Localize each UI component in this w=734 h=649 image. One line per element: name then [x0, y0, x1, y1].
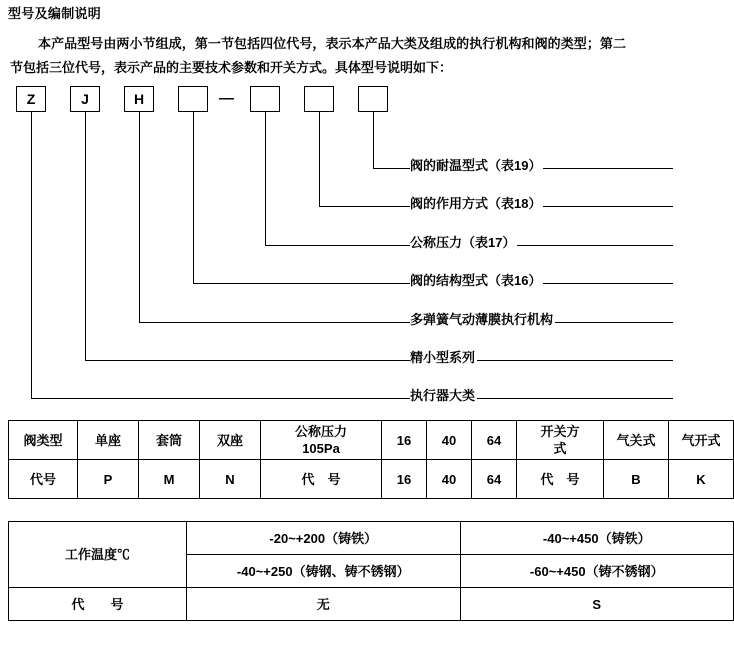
- callout-label-2: 阀的作用方式（表18）: [410, 193, 543, 212]
- code-box-6: [304, 86, 334, 112]
- leader-vline-4: [193, 112, 194, 284]
- callout-label-3: 公称压力（表17）: [410, 232, 517, 251]
- cell-temp-cast-steel: -40~+250（铸钢、铸不锈钢）: [187, 555, 460, 588]
- valve-code-table: [8, 420, 734, 499]
- switch-mode-line1: 开关方: [540, 424, 580, 439]
- cell-code-40: 40: [427, 460, 472, 499]
- cell-single-seat: 单座: [78, 421, 139, 460]
- cell-temp-cast-iron-high: -40~+450（铸铁）: [460, 522, 734, 555]
- cell-valve-type: 阀类型: [9, 421, 78, 460]
- code-box-3: H: [124, 86, 154, 112]
- code-box-5: [250, 86, 280, 112]
- leader-vline-5: [139, 112, 140, 323]
- cell-code-m: M: [139, 460, 200, 499]
- cell-switch-mode: [517, 421, 604, 460]
- cell-air-open: 气开式: [669, 421, 734, 460]
- cell-temp-stainless: -60~+450（铸不锈钢）: [460, 555, 734, 588]
- callout-label-1: 阀的耐温型式（表19）: [410, 155, 543, 174]
- model-code-boxes: [0, 86, 734, 116]
- callout-label-4: 阀的结构型式（表16）: [410, 270, 543, 289]
- leader-vline-2: [319, 112, 320, 207]
- cell-code-n: N: [200, 460, 261, 499]
- cell-double-seat: 双座: [200, 421, 261, 460]
- table-row: [9, 421, 734, 460]
- callout-label-7: 执行器大类: [410, 385, 477, 404]
- working-temperature-table: [8, 521, 734, 621]
- code-separator: —: [219, 90, 234, 107]
- code-box-4: [178, 86, 208, 112]
- cell-code-s: S: [460, 588, 734, 621]
- cell-code-label-1: 代号: [9, 460, 78, 499]
- cell-code-64: 64: [472, 460, 517, 499]
- cell-nominal-pressure: [261, 421, 382, 460]
- cell-code-none: 无: [187, 588, 460, 621]
- nominal-pressure-line2: 105Pa: [302, 441, 340, 456]
- leader-hline-7: [31, 398, 673, 399]
- table-row: [9, 460, 734, 499]
- cell-working-temperature-label: 工作温度℃: [9, 522, 187, 588]
- code-box-2: J: [70, 86, 100, 112]
- leader-vline-1: [373, 112, 374, 169]
- page-title: 型号及编制说明: [8, 6, 102, 21]
- switch-mode-line2: 式: [553, 441, 567, 456]
- leader-hline-6: [85, 360, 673, 361]
- cell-sleeve: 套筒: [139, 421, 200, 460]
- cell-code-b: B: [604, 460, 669, 499]
- table-row: [9, 522, 734, 555]
- cell-p64: 64: [472, 421, 517, 460]
- cell-code-16: 16: [382, 460, 427, 499]
- cell-code-label-2: 代 号: [261, 460, 382, 499]
- leader-vline-7: [31, 112, 32, 399]
- cell-p16: 16: [382, 421, 427, 460]
- leader-vline-3: [265, 112, 266, 246]
- callout-label-6: 精小型系列: [410, 347, 477, 366]
- cell-code-p: P: [78, 460, 139, 499]
- cell-air-close: 气关式: [604, 421, 669, 460]
- cell-p40: 40: [427, 421, 472, 460]
- cell-code-label-3: 代 号: [517, 460, 604, 499]
- leader-vline-6: [85, 112, 86, 361]
- table-row: [9, 588, 734, 621]
- code-box-1: Z: [16, 86, 46, 112]
- cell-code-k: K: [669, 460, 734, 499]
- nominal-pressure-line1: 公称压力: [294, 424, 347, 439]
- cell-code-label-temp: 代 号: [9, 588, 187, 621]
- cell-temp-cast-iron: -20~+200（铸铁）: [187, 522, 460, 555]
- leader-hline-5: [139, 322, 673, 323]
- code-box-7: [358, 86, 388, 112]
- intro-paragraph: 本产品型号由两小节组成，第一节包括四位代号，表示本产品大类及组成的执行机构和阀的类型；第二节包括三位代号，表示产品的主要技术参数和开关方式。具体型号说明如下：: [10, 36, 626, 75]
- callout-label-5: 多弹簧气动薄膜执行机构: [410, 309, 555, 328]
